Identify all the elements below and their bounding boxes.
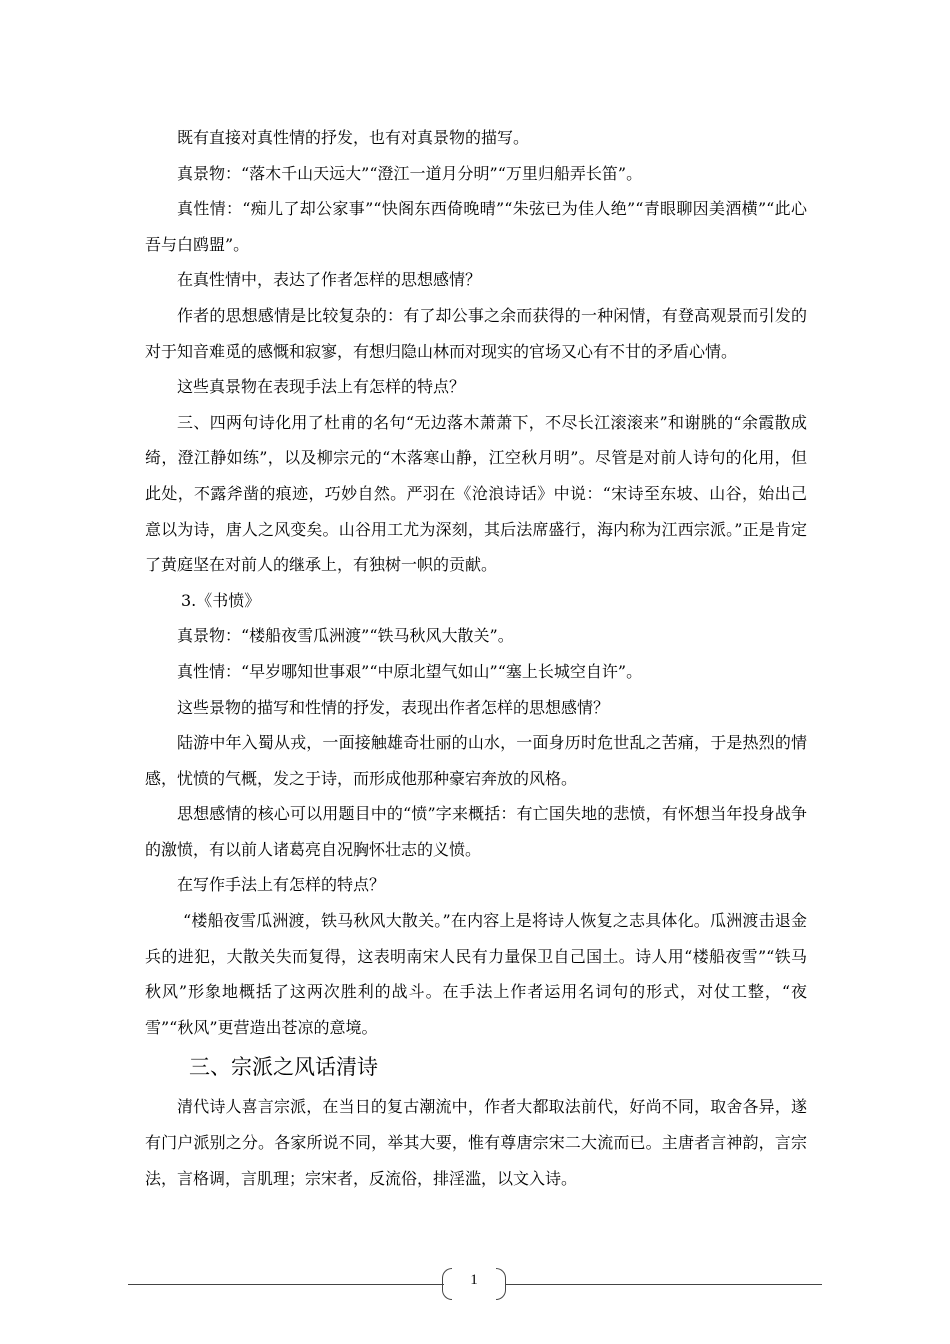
paragraph: 这些景物的描写和性情的抒发，表现出作者怎样的思想感情？ [177,697,610,717]
page-footer [0,1262,950,1312]
footer-rule-left [128,1284,444,1285]
paragraph: 这些真景物在表现手法上有怎样的特点？ [177,377,466,397]
paragraph: 真性情：“痴儿了却公家事”“快阁东西倚晚晴”“朱弦已为佳人绝”“青眼聊因美酒横”“此心吾与白鸥盟”。 [145,199,807,254]
page-body [145,120,807,1196]
paragraph: 既有直接对真性情的抒发，也有对真景物的描写。 [177,128,530,147]
item-heading: 3.《书愤》 [181,590,261,610]
section-heading: 三、宗派之风话清诗 [189,1055,378,1080]
paragraph: 陆游中年入蜀从戎，一面接触雄奇壮丽的山水，一面身历时危世乱之苦痛，于是热烈的情感，忧愤的气概，发之于诗，而形成他那种豪宕奔放的风格。 [145,733,807,788]
paragraph: 真景物：“楼船夜雪瓜洲渡”“铁马秋风大散关”。 [177,626,514,646]
paragraph: 真景物：“落木千山天远大”“澄江一道月分明”“万里归船弄长笛”。 [177,163,643,183]
paragraph: 思想感情的核心可以用题目中的“愤”字来概括：有亡国失地的悲愤，有怀想当年投身战争的激愤，有以前人诸葛亮自况胸怀壮志的义愤。 [145,804,807,859]
paragraph: 在写作手法上有怎样的特点？ [177,875,386,895]
paragraph: 在真性情中，表达了作者怎样的思想感情？ [177,270,482,290]
footer-bracket-left [442,1268,452,1300]
footer-bracket-right [496,1268,506,1300]
paragraph: 三、四两句诗化用了杜甫的名句“无边落木萧萧下，不尽长江滚滚来”和谢朓的“余霞散成绮，澄江静如练”，以及柳宗元的“木落寒山静，江空秋月明”。尽管是对前人诗句的化用，但此处，不露斧凿的痕迹，巧妙自然。严羽在《沧浪诗话》中说：“宋诗至东坡、山谷，始出己意以为诗，唐人之风变矣。山谷用工尤为深刻，其后法席盛行，海内称为江西宗派。”正是肯定了黄庭坚在对前人的继承上，有独树一帜的贡献。 [145,412,807,575]
paragraph: 清代诗人喜言宗派，在当日的复古潮流中，作者大都取法前代，好尚不同，取舍各异，遂有门户派别之分。各家所说不同，举其大要，惟有尊唐宗宋二大流而已。主唐者言神韵，言宗法，言格调，言肌理；宗宋者，反流俗，排淫滥，以文入诗。 [145,1097,807,1188]
page-number: 1 [470,1272,478,1288]
footer-rule-right [506,1284,822,1285]
paragraph: 作者的思想感情是比较复杂的：有了却公事之余而获得的一种闲情，有登高观景而引发的对于知音难觅的感慨和寂寥，有想归隐山林而对现实的官场又心有不甘的矛盾心情。 [145,305,807,361]
paragraph: 真性情：“早岁哪知世事艰”“中原北望气如山”“塞上长城空自许”。 [177,661,643,681]
paragraph: “楼船夜雪瓜洲渡，铁马秋风大散关。”在内容上是将诗人恢复之志具体化。瓜洲渡击退金兵的进犯，大散关失而复得，这表明南宋人民有力量保卫自己国土。诗人用“楼船夜雪”“铁马秋风”形象地概括了这两次胜利的战斗。在手法上作者运用名词句的形式，对仗工整，“夜雪”“秋风”更营造出苍凉的意境。 [145,911,807,1037]
